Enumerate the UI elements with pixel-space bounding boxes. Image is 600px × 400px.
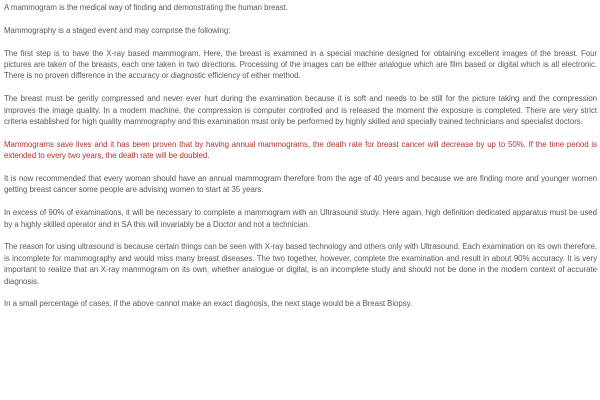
paragraph-compression: The breast must be gently compressed and never ever hurt during the examination because it is soft and needs to be still for the picture taking and the compression improves the image quality. In a modern machine, the compression is computer controlled and is released the moment the exposure is completed. There are very strict criteria established for high quality mammography and this examination must only be performed by highly skilled and specially trained technicians and specialist doctors. (4, 94, 597, 127)
paragraph-ultrasound-requirement: In excess of 90% of examinations, it will be necessary to complete a mammogram with an Ultrasound study. Here again, high definition dedicated apparatus must be used by a highly skilled operator and in SA this will invariably be a Doctor and not a technician. (4, 208, 597, 229)
paragraph-highlight-lives-saved: Mammograms save lives and it has been proven that by having annual mammograms, the death rate for breast cancer will decrease by up to 50%. If the time period is extended to every two years, the death rate will be doubled. (4, 139, 597, 161)
article-body (4, 2, 597, 321)
paragraph-intro: A mammogram is the medical way of finding and demonstrating the human breast. (4, 3, 288, 12)
paragraph-biopsy: In a small percentage of cases, if the above cannot make an exact diagnosis, the next stage would be a Breast Biopsy. (4, 299, 413, 309)
paragraph-ultrasound-reason: The reason for using ultrasound is because certain things can be seen with X-ray based technology and others only with Ultrasound. Each examination on its own therefore, is incomplete for mammography and would miss many breast diseases. The two together, however, complete the examination and result in about 90% accuracy. It is very important to realize that an X-ray mammogram on its own, whether analogue or digital, is an incomplete study and should not be done in the modern context of accurate diagnosis. (4, 242, 597, 286)
paragraph-recommendation: It is now recommended that every woman should have an annual mammogram therefore from the age of 40 years and because we are finding more and younger women getting breast cancer some people are advising women to start at 35 years. (4, 174, 597, 195)
paragraph-xray-step: The first step is to have the X-ray based mammogram. Here, the breast is examined in a special machine designed for obtaining excellent images of the breast. Four pictures are taken of the breasts, each one taken in two directions. Processing of the images can be either analogue which are film based or digital which is all electronic. There is no proven difference in the accuracy or diagnostic efficiency of either method. (4, 48, 597, 81)
paragraph-stages: Mammography is a staged event and may comprise the following: (4, 25, 231, 35)
